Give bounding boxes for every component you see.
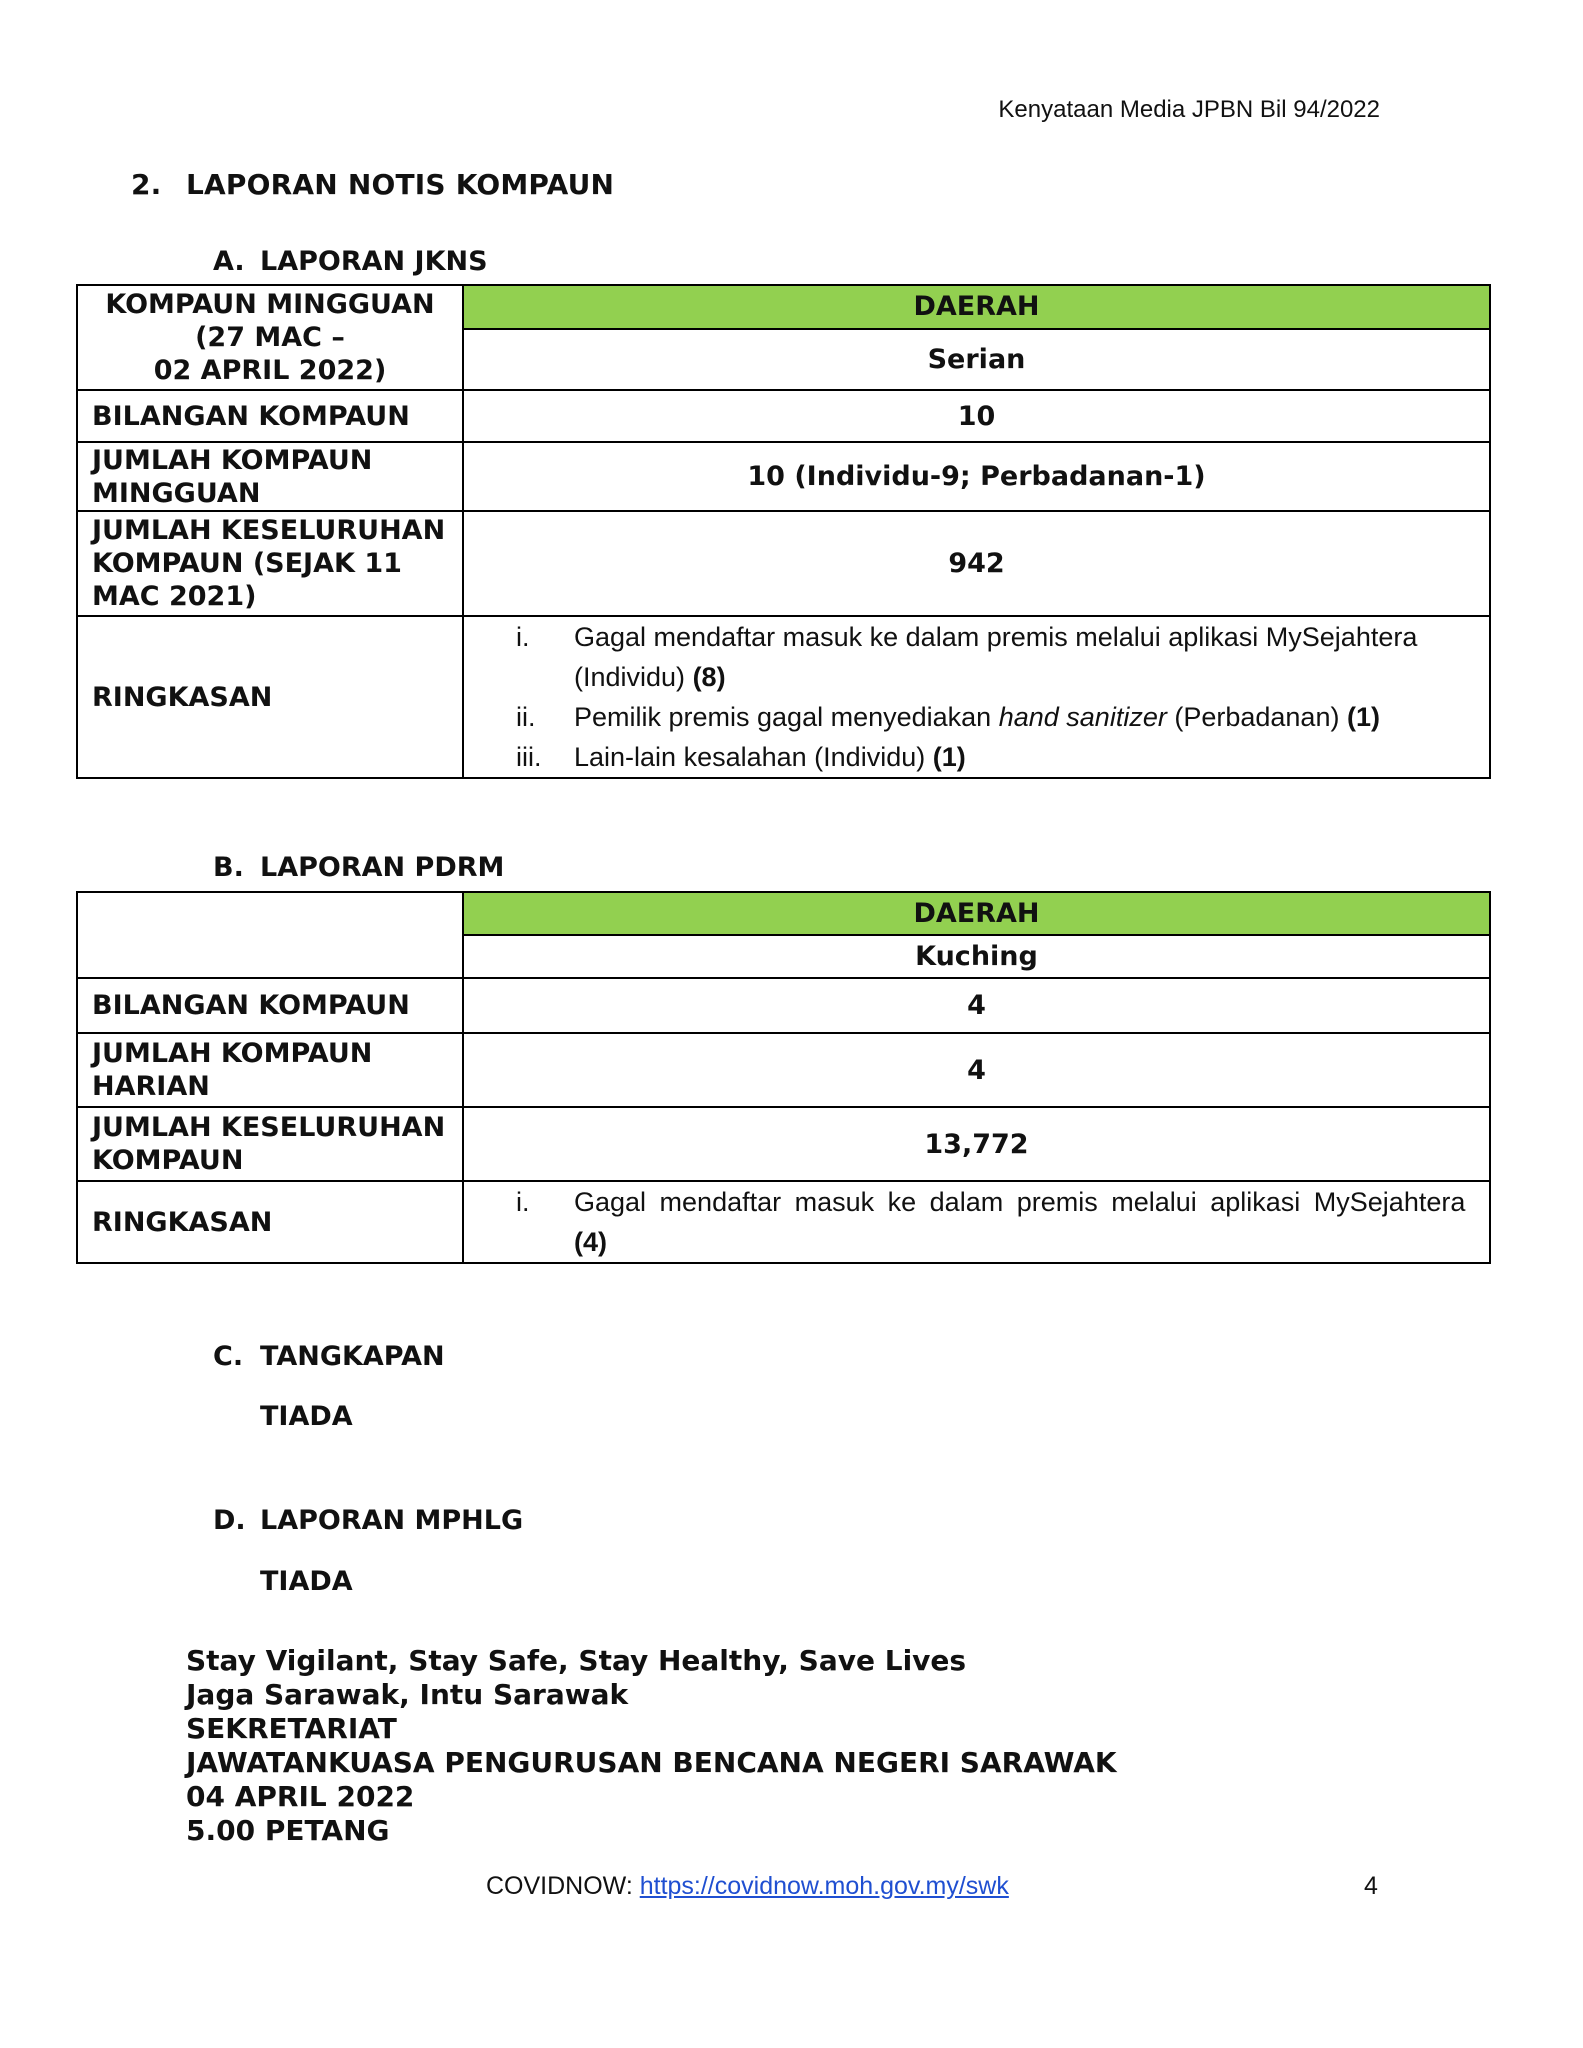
subsection-letter: B. [213,852,244,883]
district-name: Kuching [463,935,1490,978]
daerah-header: DAERAH [463,892,1490,935]
subsection-heading-c: C. TANGKAPAN [213,1341,445,1372]
document-reference: Kenyataan Media JPBN Bil 94/2022 [998,96,1380,123]
subsection-heading-a [213,246,488,277]
list-item: iii. Lain-lain kesalahan (Individu) (1) [516,742,966,772]
summary-list [463,616,1490,778]
table-row: BILANGAN KOMPAUN 4 [77,978,1490,1033]
list-item: ii. Pemilik premis gagal menyediakan hand sanitizer (Perbadanan) (1) [516,702,1380,732]
list-item: i. Gagal mendaftar masuk ke dalam premis melalui aplikasi MySejahtera (4) [516,1187,1466,1257]
district-name: Serian [463,329,1490,390]
blank-cell [77,892,463,978]
mphlg-value: TIADA [260,1566,353,1597]
pdrm-table [76,891,1491,1264]
jkns-table [76,284,1491,779]
period-cell: KOMPAUN MINGGUAN (27 MAC – 02 APRIL 2022) [77,285,463,390]
table-row: JUMLAH KOMPAUN HARIAN 4 [77,1033,1490,1107]
table-row [77,616,1490,778]
subsection-title: LAPORAN JKNS [260,246,488,277]
section-title: LAPORAN NOTIS KOMPAUN [186,168,615,201]
table-row [77,1181,1490,1263]
page-number: 4 [1364,1872,1378,1900]
footer: COVIDNOW: https://covidnow.moh.gov.my/swk [486,1872,1009,1900]
table-row: JUMLAH KOMPAUN MINGGUAN 10 (Individu-9; Perbadanan-1) [77,442,1490,511]
tangkapan-value: TIADA [260,1401,353,1432]
subsection-heading-d: D. LAPORAN MPHLG [213,1505,524,1536]
closing-block: Stay Vigilant, Stay Safe, Stay Healthy, Save Lives Jaga Sarawak, Intu Sarawak SEKRETARIAT JAWATANKUASA PENGURUSAN BENCANA NEGERI SARAWAK 04 APRIL 2022 5.00 PETANG [186,1644,1117,1847]
table-row: JUMLAH KESELURUHAN KOMPAUN (SEJAK 11 MAC 2021) 942 [77,511,1490,616]
list-item: i. Gagal mendaftar masuk ke dalam premis melalui aplikasi MySejahtera (Individu) (8) [516,622,1418,692]
table-row: JUMLAH KESELURUHAN KOMPAUN 13,772 [77,1107,1490,1181]
summary-list [463,1181,1490,1263]
summary-label: RINGKASAN [77,616,463,778]
subsection-letter: A. [213,246,245,277]
summary-label: RINGKASAN [77,1181,463,1263]
subsection-title: LAPORAN PDRM [260,852,505,883]
daerah-header: DAERAH [463,285,1490,329]
covidnow-link[interactable]: https://covidnow.moh.gov.my/swk [639,1872,1009,1900]
section-heading [131,168,614,201]
table-row: BILANGAN KOMPAUN 10 [77,390,1490,442]
section-number: 2. [131,168,162,201]
subsection-heading-b [213,852,504,883]
